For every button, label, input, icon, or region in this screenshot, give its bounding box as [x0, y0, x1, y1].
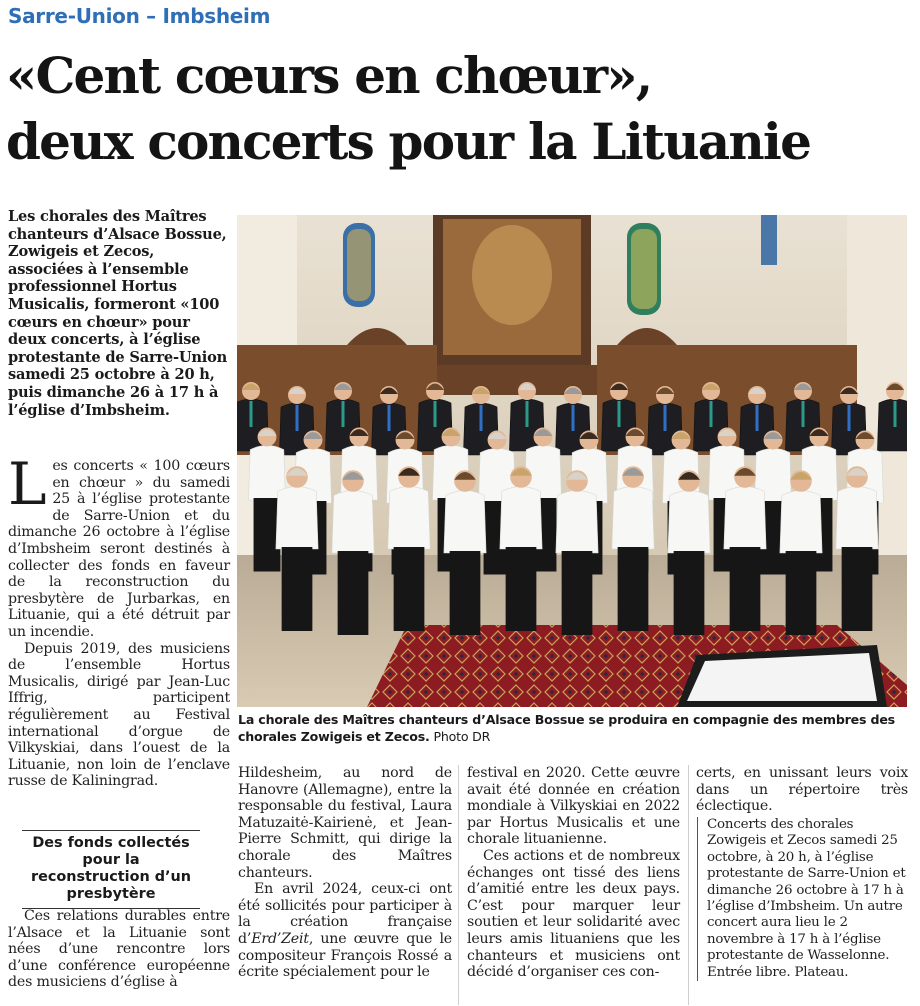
body-paragraph-1 [8, 450, 230, 641]
section-subhead: Des fonds collectés pour la reconstruction d’un presbytère [22, 830, 200, 909]
article-column-3 [467, 765, 680, 981]
column-divider [458, 765, 459, 1005]
practical-info-box: Concerts des chorales Zowigeis et Zecos samedi 25 octobre, à 20 h, à l’église protestante de Sarre-Union et dimanche 26 octobre à 17 h à l’église d’Imbsheim. Un autre concert aura lieu le 2 novembre à 17 h à l’église protestante de Wasselonne. Entrée libre. Plateau. [697, 817, 909, 981]
drop-cap: L [8, 450, 47, 518]
photo-credit: Photo DR [433, 729, 491, 744]
body-paragraph-7: Ces actions et de nombreux échanges ont tissé des liens d’amitié entre les deux pays. C’est pour marquer leur soutien et leur solidarité avec leurs amis lituaniens que les chanteurs et musiciens ont décidé d’organiser ces con- [467, 847, 680, 981]
body-paragraph-5-text-b: , une œuvre que le compositeur François Rossé a écrite spécialement pour le [238, 930, 452, 981]
work-title: Erd’Zeit [251, 930, 309, 947]
choir-member-woman [556, 470, 598, 635]
choir-member-woman [780, 470, 822, 635]
choir-member-woman [500, 466, 542, 631]
choir-member-woman [668, 470, 710, 635]
body-paragraph-3: Ces relations durables entre l’Alsace et la Lituanie sont nées d’une rencontre lors d’une conférence européenne des musiciens d’église à [8, 908, 230, 991]
article-column-4 [696, 765, 908, 815]
choir-photo [237, 215, 907, 707]
headline-line-1: «Cent cœurs en chœur», [6, 46, 652, 105]
article-column-1 [8, 450, 230, 790]
choir-photo-illustration [237, 215, 907, 707]
choir-member-woman [612, 466, 654, 631]
body-paragraph-2: Depuis 2019, des musiciens de l’ensemble Hortus Musicalis, dirigé par Jean-Luc Iffrig, participent régulièrement au Festival international d’orgue de Vilkyskiai, dans l’ouest de la Lituanie, non loin de l’enclave russe de Kaliningrad. [8, 640, 230, 790]
article-column-2 [238, 765, 452, 981]
body-paragraph-5 [238, 881, 452, 981]
choir-member-woman [836, 466, 878, 631]
headline-line-2: deux concerts pour la Lituanie [6, 112, 811, 171]
choir-member-woman [724, 466, 766, 631]
section-kicker: Sarre-Union – Imbsheim [8, 4, 271, 28]
choir-member-woman [388, 466, 430, 631]
caption-text: La chorale des Maîtres chanteurs d’Alsace Bossue se produira en compagnie des membres des chorales Zowigeis et Zecos. [238, 712, 895, 744]
choir-member-woman [332, 470, 374, 635]
choir-member-woman [276, 466, 318, 631]
article-column-1-bottom [8, 908, 230, 991]
body-paragraph-5-text-a: En avril 2024, ceux-ci ont été sollicités pour participer à la création française d’ [238, 881, 452, 947]
photo-caption [238, 711, 908, 745]
body-paragraph-8: certs, en unissant leurs voix dans un répertoire très éclectique. [696, 765, 908, 815]
body-paragraph-4: Hildesheim, au nord de Hanovre (Allemagne), entre la responsable du festival, Laura Matuzaitė-Kairienė, et Jean-Pierre Schmitt, qui dirige la chorale des Maîtres chanteurs. [238, 765, 452, 881]
body-paragraph-6: festival en 2020. Cette œuvre avait été donnée en création mondiale à Vilkyskiai en 2022 par Hortus Musicalis et une chorale lituanienne. [467, 765, 680, 848]
lead-paragraph: Les chorales des Maîtres chanteurs d’Alsace Bossue, Zowigeis et Zecos, associées à l’ensemble professionnel Hortus Musicalis, formeront «100 cœurs en chœur» pour deux concerts, à l’église protestante de Sarre-Union samedi 25 octobre à 20 h, puis dimanche 26 à 17 h à l’église d’Imbsheim. [8, 208, 228, 419]
body-paragraph-1-text: es concerts « 100 cœurs en chœur » du samedi 25 à l’église protestante de Sarre-Union et du dimanche 26 octobre à l’église d’Imbsheim seront destinés à collecter des fonds en faveur de la reconstruction du presbytère de Jurbarkas, en Lituanie, qui a été détruit par un incendie. [8, 458, 230, 640]
choir-member-woman [444, 470, 486, 635]
column-divider [688, 765, 689, 1005]
